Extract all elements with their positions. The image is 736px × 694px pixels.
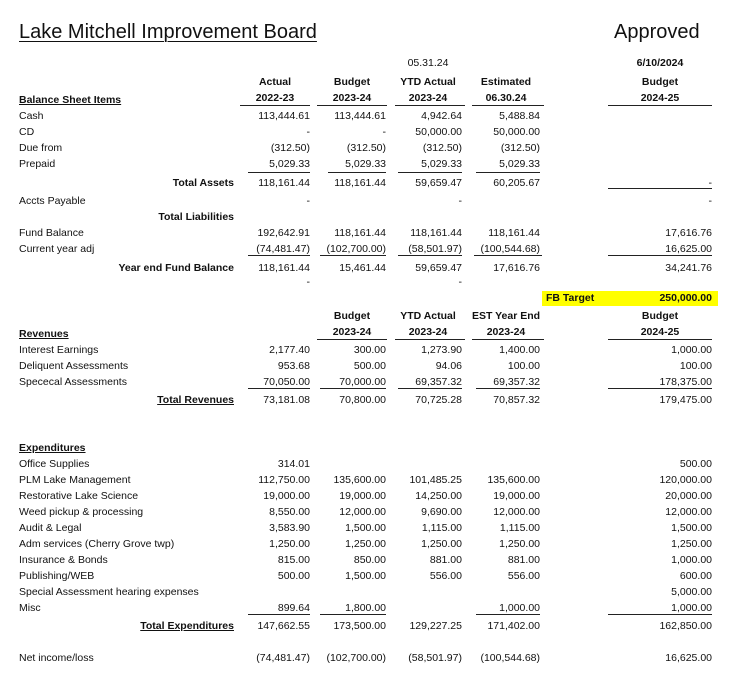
expenditure-row-label: Insurance & Bonds bbox=[19, 554, 108, 566]
balance-cell: 34,241.76 bbox=[665, 262, 712, 274]
expenditure-cell: 5,000.00 bbox=[671, 586, 712, 598]
expenditure-cell: 1,115.00 bbox=[499, 522, 540, 534]
net-income-cell: (58,501.97) bbox=[408, 652, 462, 664]
org-title: Lake Mitchell Improvement Board bbox=[19, 21, 317, 43]
revenue-cell: 178,375.00 bbox=[659, 376, 712, 388]
balance-cell: 5,029.33 bbox=[345, 158, 386, 170]
expenditure-cell: 1,250.00 bbox=[421, 538, 462, 550]
expenditure-cell: 135,600.00 bbox=[487, 474, 540, 486]
balance-row-label: Year end Fund Balance bbox=[118, 262, 234, 274]
balance-cell: 4,942.64 bbox=[421, 110, 462, 122]
revenue-cell: 2,177.40 bbox=[269, 344, 310, 356]
expenditure-total-cell: 162,850.00 bbox=[659, 620, 712, 632]
balance-cell: 17,616.76 bbox=[493, 262, 540, 274]
expenditure-cell: 815.00 bbox=[277, 554, 310, 566]
bal-col-0-l1: Actual bbox=[258, 76, 292, 88]
balance-section-label: Balance Sheet Items bbox=[19, 94, 122, 106]
expenditure-row-label: Audit & Legal bbox=[19, 522, 82, 534]
expenditure-row-label: Restorative Lake Science bbox=[19, 490, 139, 502]
balance-cell: - bbox=[306, 195, 310, 207]
expenditure-cell: 556.00 bbox=[429, 570, 462, 582]
balance-cell: (312.50) bbox=[422, 142, 462, 154]
balance-cell: 5,029.33 bbox=[269, 158, 310, 170]
balance-cell: 60,205.67 bbox=[493, 177, 540, 189]
balance-cell: 118,161.44 bbox=[334, 227, 386, 239]
expenditure-cell: 500.00 bbox=[679, 458, 712, 470]
expenditure-cell: 1,250.00 bbox=[499, 538, 540, 550]
balance-cell: (312.50) bbox=[270, 142, 310, 154]
balance-cell: (58,501.97) bbox=[408, 243, 462, 255]
balance-cell: 59,659.47 bbox=[415, 177, 462, 189]
balance-cell: 113,444.61 bbox=[334, 110, 386, 122]
approval-date: 6/10/2024 bbox=[636, 57, 684, 69]
balance-cell: (312.50) bbox=[500, 142, 540, 154]
net-income-cell: (102,700.00) bbox=[326, 652, 386, 664]
expenditure-cell: 1,250.00 bbox=[671, 538, 712, 550]
bal-col-1-l2: 2023-24 bbox=[332, 92, 372, 104]
expenditure-row-label: Office Supplies bbox=[19, 458, 90, 470]
rev-col-2-l1: YTD Actual bbox=[400, 310, 456, 322]
expenditures-section-label: Expenditures bbox=[19, 442, 86, 454]
revenue-row-label: Spececal Assessments bbox=[19, 376, 127, 388]
bal-col-2-l1: YTD Actual bbox=[400, 76, 456, 88]
revenue-total-cell: 70,857.32 bbox=[493, 394, 540, 406]
expenditure-cell: 899.64 bbox=[277, 602, 310, 614]
expenditure-cell: 1,115.00 bbox=[421, 522, 462, 534]
expenditure-cell: 1,000.00 bbox=[671, 554, 712, 566]
total-expenditures-label: Total Expenditures bbox=[140, 620, 234, 632]
balance-cell: 5,488.84 bbox=[499, 110, 540, 122]
expenditure-cell: 8,550.00 bbox=[269, 506, 310, 518]
expenditure-row-label: Adm services (Cherry Grove twp) bbox=[19, 538, 175, 550]
balance-cell: 118,161.44 bbox=[258, 177, 310, 189]
balance-row-label: Fund Balance bbox=[19, 227, 84, 239]
expenditure-cell: 850.00 bbox=[353, 554, 386, 566]
revenue-total-cell: 70,725.28 bbox=[415, 394, 462, 406]
expenditure-cell: 500.00 bbox=[277, 570, 310, 582]
expenditure-row-label: Weed pickup & processing bbox=[19, 506, 144, 518]
revenue-total-cell: 73,181.08 bbox=[263, 394, 310, 406]
expenditure-cell: 12,000.00 bbox=[493, 506, 540, 518]
rev-col-4-l1: Budget bbox=[641, 310, 679, 322]
balance-cell: 59,659.47 bbox=[415, 262, 462, 274]
revenue-cell: 69,357.32 bbox=[493, 376, 540, 388]
expenditure-cell: 1,500.00 bbox=[671, 522, 712, 534]
expenditure-row-label: Misc bbox=[19, 602, 41, 614]
balance-cell: 113,444.61 bbox=[258, 110, 310, 122]
expenditure-cell: 19,000.00 bbox=[339, 490, 386, 502]
revenue-cell: 100.00 bbox=[507, 360, 540, 372]
net-income-cell: (74,481.47) bbox=[256, 652, 310, 664]
expenditure-cell: 135,600.00 bbox=[333, 474, 386, 486]
balance-row-label: Due from bbox=[19, 142, 63, 154]
expenditure-total-cell: 147,662.55 bbox=[257, 620, 310, 632]
net-income-label: Net income/loss bbox=[19, 652, 94, 664]
balance-cell: (102,700.00) bbox=[326, 243, 386, 255]
expenditure-cell: 120,000.00 bbox=[659, 474, 712, 486]
revenue-cell: 100.00 bbox=[679, 360, 712, 372]
balance-cell: 16,625.00 bbox=[665, 243, 712, 255]
balance-cell: 50,000.00 bbox=[415, 126, 462, 138]
balance-row-label: CD bbox=[19, 126, 35, 138]
bal-col-4-l2: 2024-25 bbox=[640, 92, 680, 104]
balance-cell: 5,029.33 bbox=[421, 158, 462, 170]
expenditure-row-label: PLM Lake Management bbox=[19, 474, 131, 486]
expenditure-cell: 19,000.00 bbox=[263, 490, 310, 502]
balance-row-label: Accts Payable bbox=[19, 195, 86, 207]
expenditure-cell: 1,500.00 bbox=[345, 522, 386, 534]
balance-cell: - bbox=[306, 276, 310, 288]
balance-cell: (74,481.47) bbox=[256, 243, 310, 255]
bal-col-3-l2: 06.30.24 bbox=[485, 92, 527, 104]
balance-cell: 118,161.44 bbox=[334, 177, 386, 189]
revenue-total-cell: 70,800.00 bbox=[339, 394, 386, 406]
rev-col-2-l2: 2023-24 bbox=[408, 326, 448, 338]
balance-cell: - bbox=[458, 195, 462, 207]
bal-col-1-l1: Budget bbox=[333, 76, 371, 88]
net-income-cell: (100,544.68) bbox=[480, 652, 540, 664]
expenditure-cell: 881.00 bbox=[507, 554, 540, 566]
rev-col-4-l2: 2024-25 bbox=[640, 326, 680, 338]
balance-cell: (312.50) bbox=[346, 142, 386, 154]
bal-col-2-l2: 2023-24 bbox=[408, 92, 448, 104]
balance-cell: 17,616.76 bbox=[665, 227, 712, 239]
balance-cell: 118,161.44 bbox=[410, 227, 462, 239]
balance-cell: - bbox=[708, 177, 712, 189]
expenditure-row-label: Special Assessment hearing expenses bbox=[19, 586, 199, 598]
revenue-cell: 1,273.90 bbox=[421, 344, 462, 356]
expenditure-cell: 1,000.00 bbox=[499, 602, 540, 614]
balance-cell: - bbox=[382, 126, 386, 138]
status-approved: Approved bbox=[614, 21, 700, 43]
expenditure-cell: 12,000.00 bbox=[339, 506, 386, 518]
expenditure-cell: 20,000.00 bbox=[665, 490, 712, 502]
revenue-total-cell: 179,475.00 bbox=[659, 394, 712, 406]
expenditure-cell: 881.00 bbox=[429, 554, 462, 566]
revenue-row-label: Deliquent Assessments bbox=[19, 360, 129, 372]
fb-target-value: 250,000.00 bbox=[659, 292, 712, 304]
expenditure-cell: 1,500.00 bbox=[345, 570, 386, 582]
balance-cell: 118,161.44 bbox=[258, 262, 310, 274]
expenditure-total-cell: 173,500.00 bbox=[333, 620, 386, 632]
expenditure-cell: 112,750.00 bbox=[258, 474, 310, 486]
revenue-row-label: Interest Earnings bbox=[19, 344, 99, 356]
total-revenues-label: Total Revenues bbox=[157, 394, 234, 406]
balance-row-label: Current year adj bbox=[19, 243, 95, 255]
expenditure-cell: 14,250.00 bbox=[415, 490, 462, 502]
expenditure-cell: 19,000.00 bbox=[493, 490, 540, 502]
expenditure-cell: 556.00 bbox=[507, 570, 540, 582]
revenue-cell: 70,000.00 bbox=[339, 376, 386, 388]
balance-cell: 192,642.91 bbox=[257, 227, 310, 239]
bal-col-3-l1: Estimated bbox=[480, 76, 532, 88]
expenditure-cell: 3,583.90 bbox=[269, 522, 310, 534]
report-date: 05.31.24 bbox=[407, 57, 449, 69]
expenditure-cell: 1,250.00 bbox=[345, 538, 386, 550]
rev-col-1-l2: 2023-24 bbox=[332, 326, 372, 338]
revenue-cell: 1,400.00 bbox=[499, 344, 540, 356]
balance-cell: 5,029.33 bbox=[499, 158, 540, 170]
balance-cell: 50,000.00 bbox=[493, 126, 540, 138]
balance-row-label: Prepaid bbox=[19, 158, 56, 170]
expenditure-cell: 9,690.00 bbox=[421, 506, 462, 518]
expenditure-cell: 1,250.00 bbox=[269, 538, 310, 550]
balance-cell: 118,161.44 bbox=[488, 227, 540, 239]
expenditure-cell: 12,000.00 bbox=[665, 506, 712, 518]
revenue-cell: 300.00 bbox=[353, 344, 386, 356]
rev-col-1-l1: Budget bbox=[333, 310, 371, 322]
revenue-cell: 94.06 bbox=[435, 360, 462, 372]
balance-cell: - bbox=[708, 195, 712, 207]
expenditure-cell: 101,485.25 bbox=[409, 474, 462, 486]
balance-row-label: Total Assets bbox=[172, 177, 234, 189]
rev-col-3-l1: EST Year End bbox=[471, 310, 541, 322]
expenditure-row-label: Publishing/WEB bbox=[19, 570, 95, 582]
balance-cell: 15,461.44 bbox=[339, 262, 386, 274]
bal-col-4-l1: Budget bbox=[641, 76, 679, 88]
expenditure-cell: 600.00 bbox=[679, 570, 712, 582]
revenues-section-label: Revenues bbox=[19, 328, 69, 340]
revenue-cell: 69,357.32 bbox=[415, 376, 462, 388]
revenue-cell: 70,050.00 bbox=[263, 376, 310, 388]
expenditure-total-cell: 129,227.25 bbox=[409, 620, 462, 632]
expenditure-cell: 1,800.00 bbox=[345, 602, 386, 614]
expenditure-total-cell: 171,402.00 bbox=[487, 620, 540, 632]
balance-cell: - bbox=[458, 276, 462, 288]
revenue-cell: 500.00 bbox=[353, 360, 386, 372]
revenue-cell: 953.68 bbox=[277, 360, 310, 372]
rev-col-3-l2: 2023-24 bbox=[486, 326, 526, 338]
revenue-cell: 1,000.00 bbox=[671, 344, 712, 356]
balance-row-label: Cash bbox=[19, 110, 44, 122]
expenditure-cell: 314.01 bbox=[277, 458, 310, 470]
balance-row-label: Total Liabilities bbox=[158, 211, 234, 223]
balance-cell: - bbox=[306, 126, 310, 138]
balance-cell: (100,544.68) bbox=[480, 243, 540, 255]
expenditure-cell: 1,000.00 bbox=[671, 602, 712, 614]
bal-col-0-l2: 2022-23 bbox=[255, 92, 295, 104]
fb-target-label: FB Target bbox=[546, 292, 595, 304]
net-income-cell: 16,625.00 bbox=[665, 652, 712, 664]
